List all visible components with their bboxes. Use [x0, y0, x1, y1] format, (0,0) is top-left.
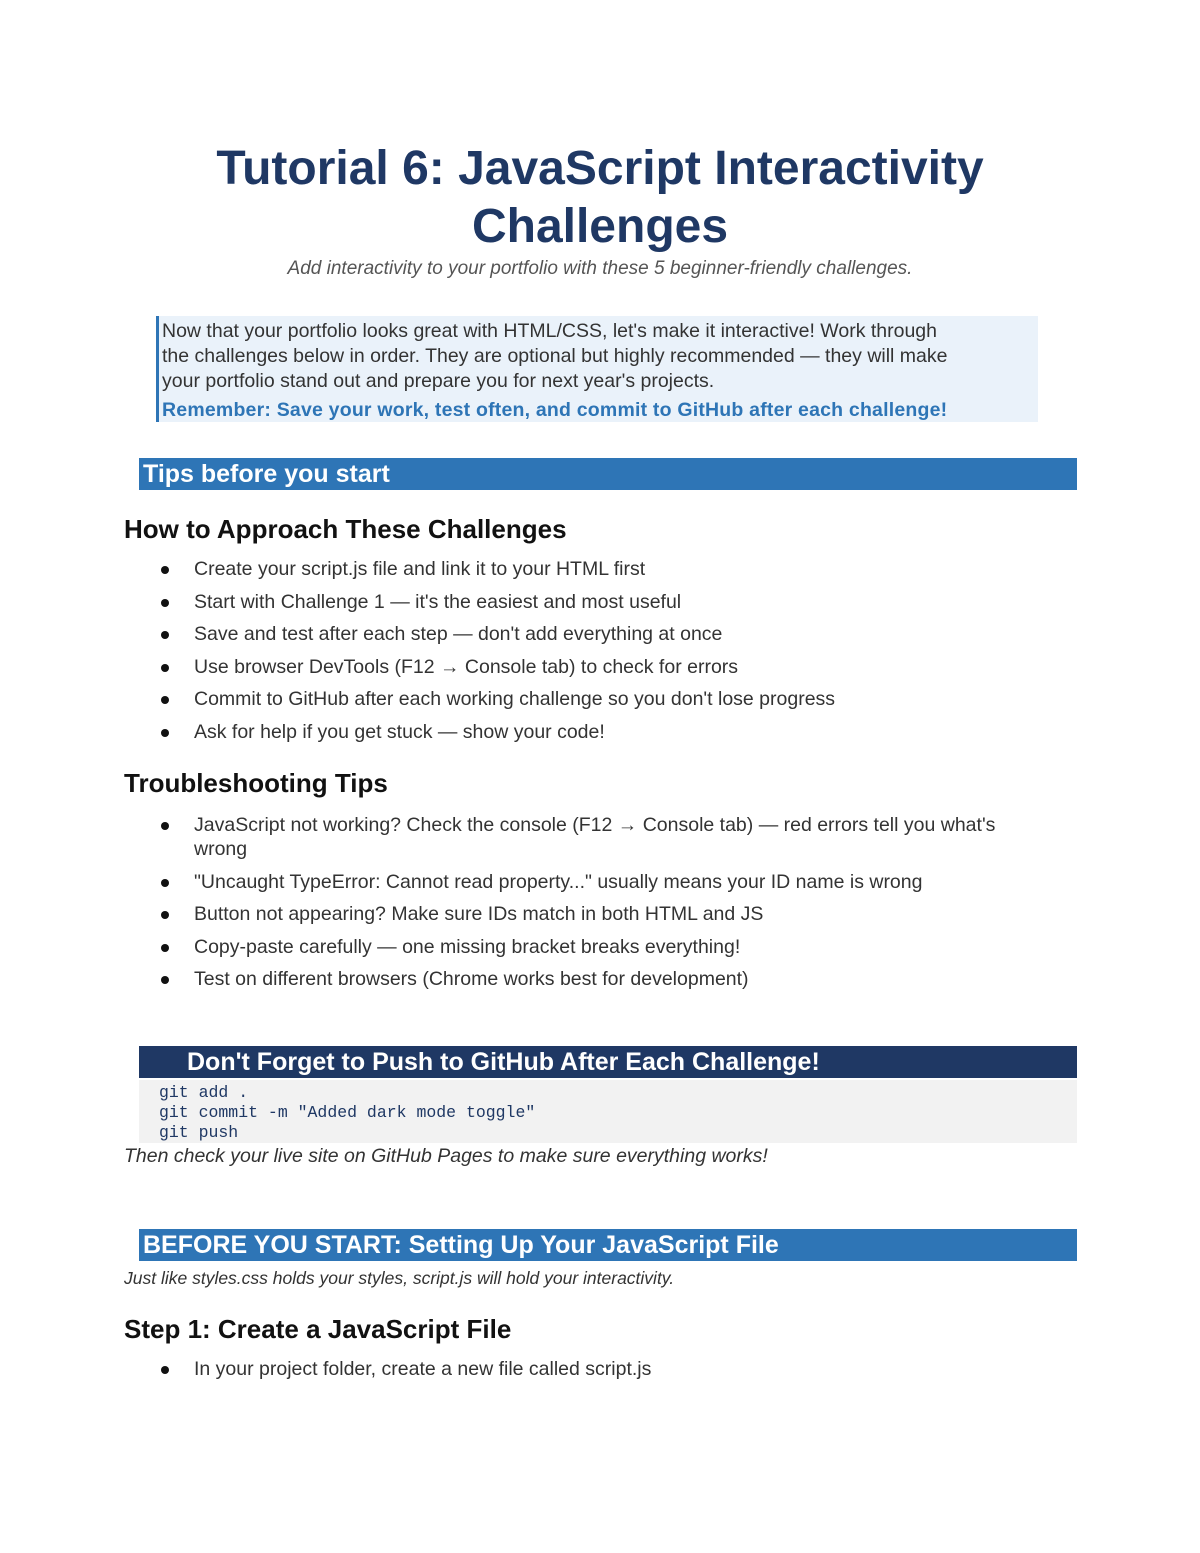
bullet-icon [161, 944, 169, 952]
approach-list [124, 557, 1044, 752]
page-title [0, 140, 1200, 256]
page-title-line-1: Tutorial 6: JavaScript Interactivity [216, 142, 984, 195]
list-item: Create your script.js file and link it to your HTML first [124, 557, 1044, 581]
bullet-icon [161, 664, 169, 672]
bullet-icon [161, 1366, 169, 1374]
list-item: Save and test after each step — don't add everything at once [124, 622, 1044, 646]
bullet-icon [161, 976, 169, 984]
list-item: In your project folder, create a new file called script.js [124, 1357, 1044, 1381]
bullet-icon [161, 911, 169, 919]
bullet-icon [161, 879, 169, 887]
bullet-icon [161, 822, 169, 830]
page-title-line-2: Challenges [471, 200, 729, 253]
list-item: Ask for help if you get stuck — show your code! [124, 720, 1044, 744]
list-item: Start with Challenge 1 — it's the easiest and most useful [124, 590, 1044, 614]
bullet-icon [161, 599, 169, 607]
bullet-icon [161, 696, 169, 704]
intro-line-2: the challenges below in order. They are optional but highly recommended — they will make [162, 345, 948, 367]
approach-heading: How to Approach These Challenges [124, 514, 567, 544]
bullet-icon [161, 729, 169, 737]
code-line: git commit -m "Added dark mode toggle" [159, 1103, 536, 1122]
github-note: Then check your live site on GitHub Pages to make sure everything works! [124, 1145, 768, 1167]
list-item: Commit to GitHub after each working challenge so you don't lose progress [124, 687, 1044, 711]
code-line: git push [159, 1123, 239, 1142]
setup-note: Just like styles.css holds your styles, script.js will hold your interactivity. [124, 1268, 675, 1288]
list-item: JavaScript not working? Check the console (F12 → Console tab) — red errors tell you what's wrong [124, 813, 1024, 861]
list-item: "Uncaught TypeError: Cannot read property..." usually means your ID name is wrong [124, 870, 1024, 894]
list-item: Test on different browsers (Chrome works best for development) [124, 967, 1024, 991]
list-item: Use browser DevTools (F12 → Console tab) to check for errors [124, 655, 1044, 679]
setup-section-bar: BEFORE YOU START: Setting Up Your JavaScript File [139, 1229, 1077, 1261]
bullet-icon [161, 566, 169, 574]
troubleshooting-heading: Troubleshooting Tips [124, 768, 388, 798]
page-subtitle: Add interactivity to your portfolio with these 5 beginner-friendly challenges. [287, 258, 913, 279]
intro-callout [156, 316, 1038, 422]
list-item: Copy-paste carefully — one missing bracket breaks everything! [124, 935, 1024, 959]
bullet-icon [161, 631, 169, 639]
troubleshooting-list [124, 813, 1024, 1000]
code-line: git add . [159, 1083, 249, 1102]
list-item: Button not appearing? Make sure IDs match in both HTML and JS [124, 902, 1024, 926]
tips-section-bar: Tips before you start [139, 458, 1077, 490]
step1-list [124, 1357, 1044, 1390]
intro-line-1: Now that your portfolio looks great with HTML/CSS, let's make it interactive! Work through [162, 320, 938, 342]
intro-line-3: your portfolio stand out and prepare you for next year's projects. [162, 370, 715, 392]
intro-remember-note: Remember: Save your work, test often, and commit to GitHub after each challenge! [162, 399, 948, 421]
step1-heading: Step 1: Create a JavaScript File [124, 1314, 512, 1344]
git-code-block [139, 1080, 1077, 1143]
github-reminder-bar: Don't Forget to Push to GitHub After Each Challenge! [139, 1046, 1077, 1078]
